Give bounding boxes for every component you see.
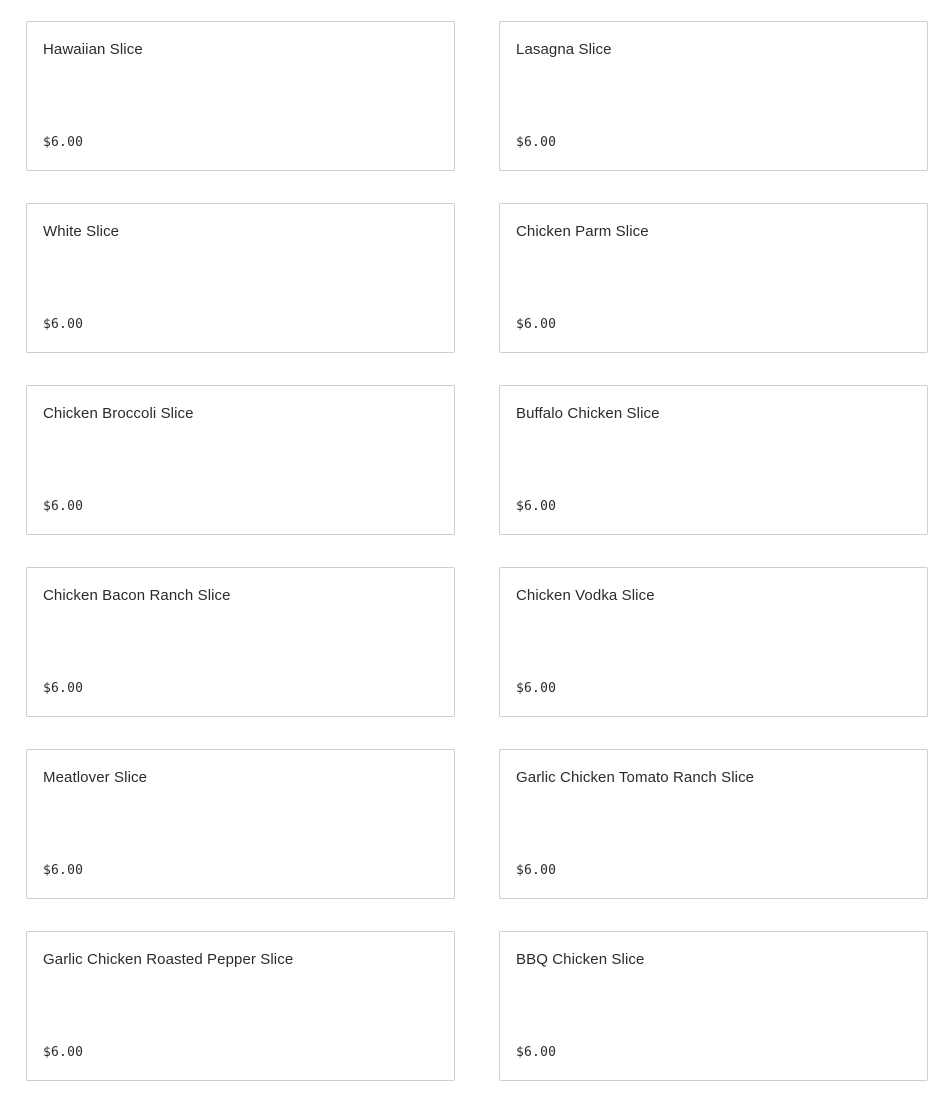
menu-item-price: $6.00 [516,863,557,878]
menu-item-card[interactable] [26,749,455,899]
menu-item-card[interactable] [499,21,928,171]
menu-item-card[interactable] [26,203,455,353]
menu-item-name: White Slice [43,223,120,240]
menu-item-name: Chicken Bacon Ranch Slice [43,587,231,604]
menu-item-price: $6.00 [516,135,557,150]
menu-item-name: Lasagna Slice [516,41,612,58]
menu-item-price: $6.00 [516,681,557,696]
menu-item-card[interactable] [26,931,455,1081]
menu-item-name: Chicken Broccoli Slice [43,405,194,422]
menu-item-name: Chicken Vodka Slice [516,587,655,604]
menu-item-card[interactable] [499,567,928,717]
menu-item-grid [26,21,928,1081]
menu-item-price: $6.00 [43,499,84,514]
menu-item-price: $6.00 [43,863,84,878]
menu-item-card[interactable] [26,385,455,535]
menu-item-card[interactable] [499,385,928,535]
menu-item-price: $6.00 [43,681,84,696]
menu-item-price: $6.00 [516,499,557,514]
menu-item-price: $6.00 [43,135,84,150]
menu-item-price: $6.00 [43,1045,84,1060]
menu-item-price: $6.00 [43,317,84,332]
menu-item-card[interactable] [499,931,928,1081]
menu-item-name: Hawaiian Slice [43,41,143,58]
menu-item-card[interactable] [26,567,455,717]
menu-item-name: Buffalo Chicken Slice [516,405,660,422]
menu-item-card[interactable] [26,21,455,171]
menu-item-card[interactable] [499,749,928,899]
menu-item-name: Chicken Parm Slice [516,223,649,240]
menu-item-name: Garlic Chicken Tomato Ranch Slice [516,769,755,786]
menu-item-name: Meatlover Slice [43,769,148,786]
menu-item-price: $6.00 [516,317,557,332]
menu-item-name: BBQ Chicken Slice [516,951,645,968]
menu-item-name: Garlic Chicken Roasted Pepper Slice [43,951,294,968]
menu-item-price: $6.00 [516,1045,557,1060]
menu-item-card[interactable] [499,203,928,353]
